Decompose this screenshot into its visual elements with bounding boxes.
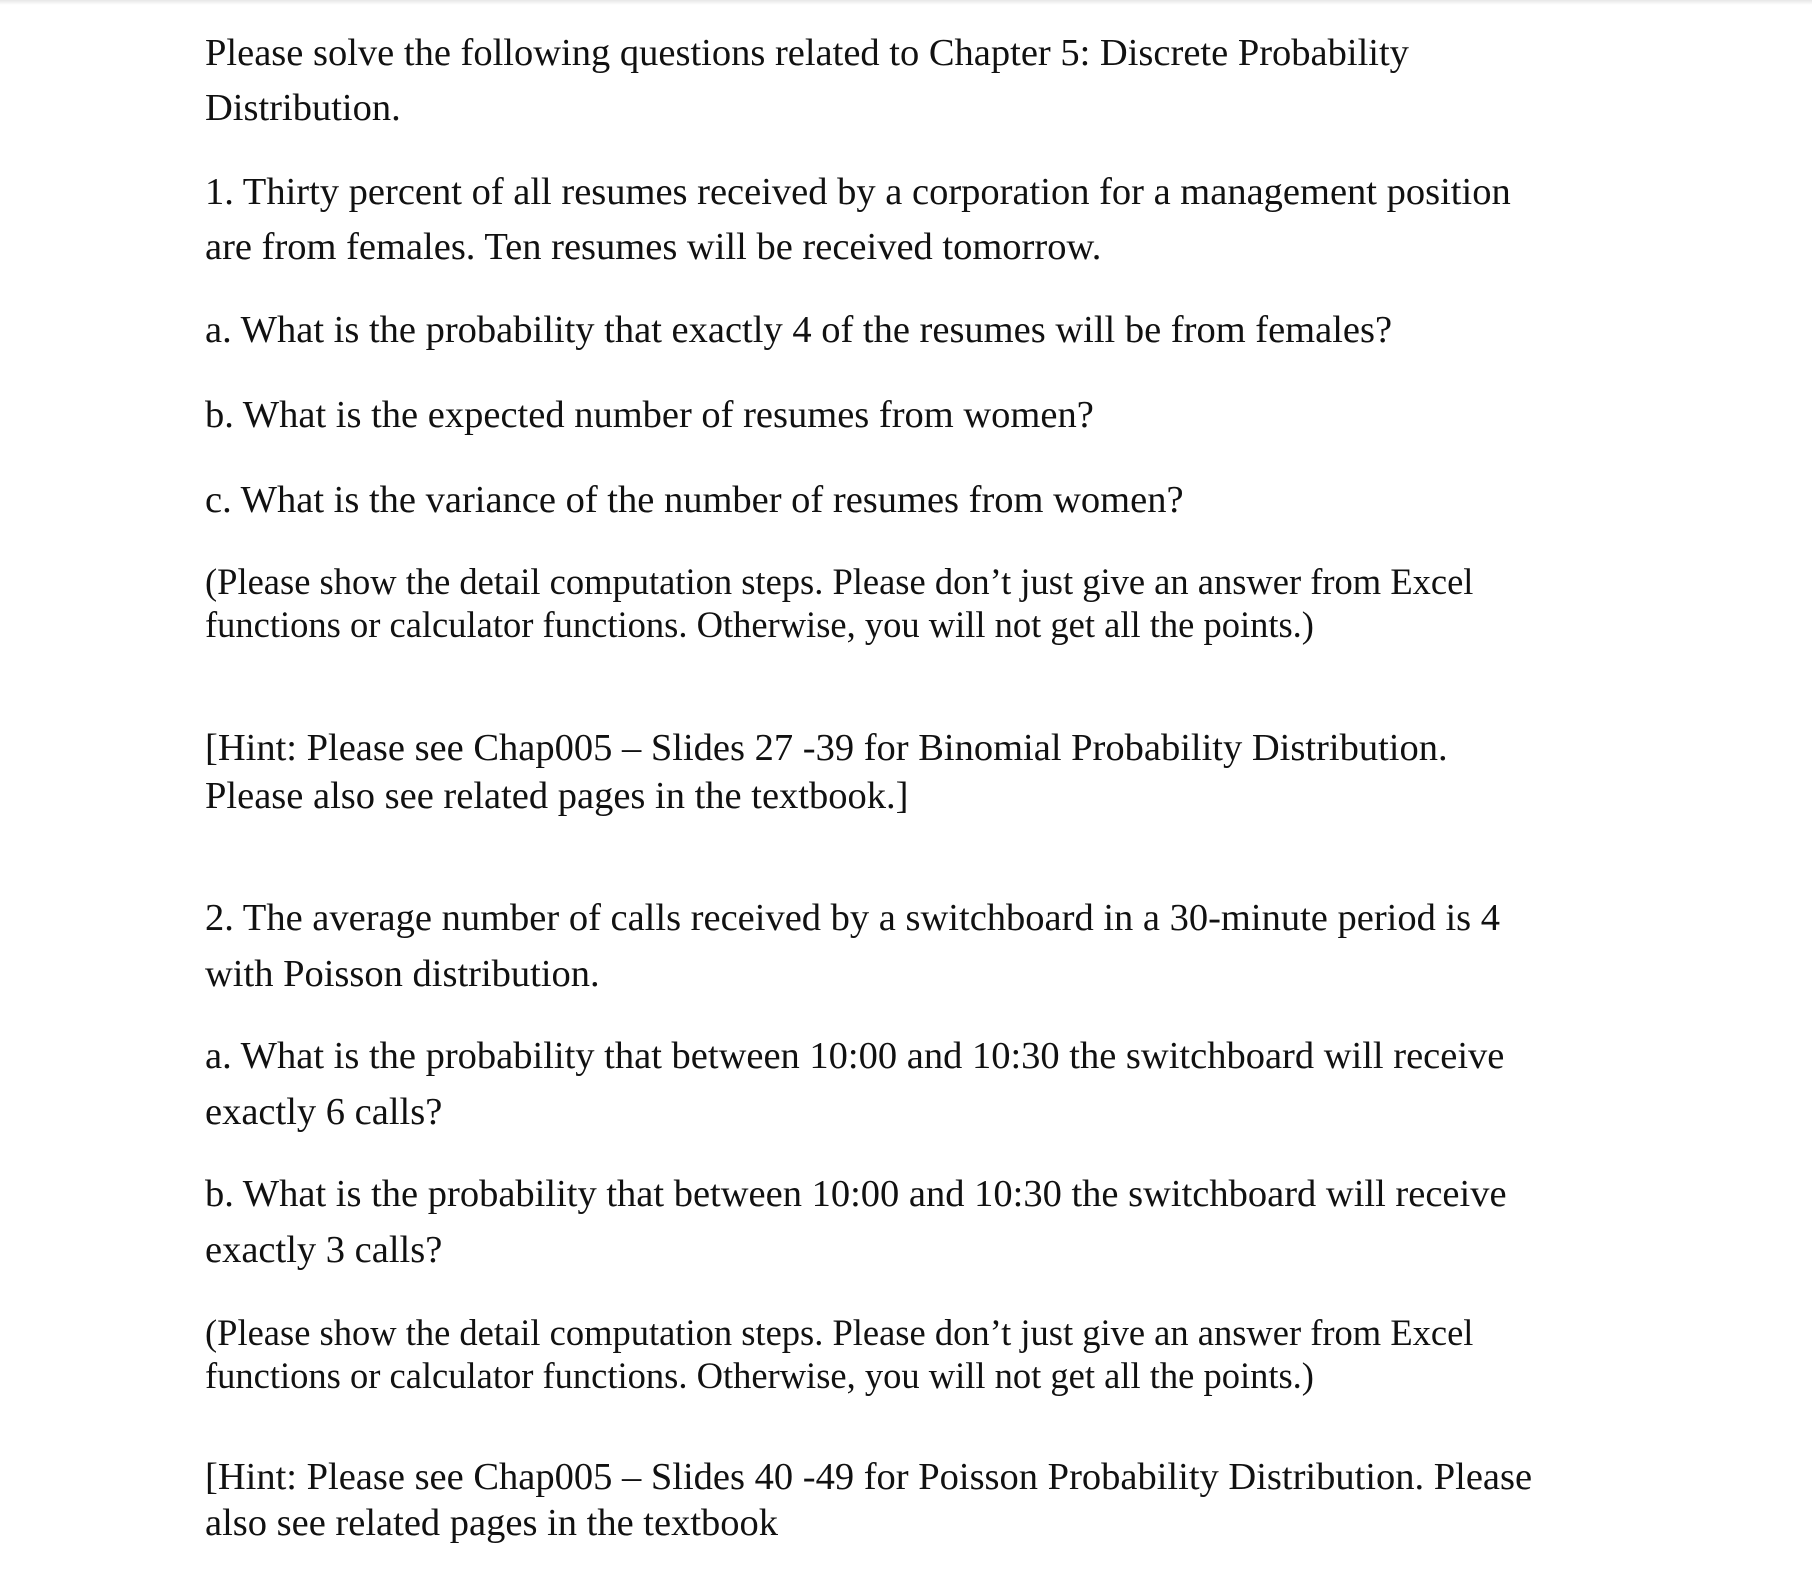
q2-hint-line-1: [Hint: Please see Chap005 – Slides 40 -49 for Poisson Probability Distribution. Please <box>205 1456 1533 1498</box>
q2-part-b-line-2: exactly 3 calls? <box>205 1229 443 1271</box>
q1-stem-line-1: 1. Thirty percent of all resumes received by a corporation for a management position <box>205 171 1511 213</box>
q1-note-line-1: (Please show the detail computation steps. Please don’t just give an answer from Excel <box>205 561 1474 602</box>
q1-part-a: a. What is the probability that exactly 4 of the resumes will be from females? <box>205 309 1393 351</box>
q2-stem-line-1: 2. The average number of calls received by a switchboard in a 30-minute period is 4 <box>205 897 1501 939</box>
q1-hint-line-2: Please also see related pages in the textbook.] <box>205 775 909 817</box>
q1-part-c: c. What is the variance of the number of resumes from women? <box>205 479 1184 521</box>
q2-part-b-line-1: b. What is the probability that between 10:00 and 10:30 the switchboard will receive <box>205 1173 1507 1215</box>
q2-part-a-line-1: a. What is the probability that between 10:00 and 10:30 the switchboard will receive <box>205 1035 1505 1077</box>
q2-note-line-2: functions or calculator functions. Otherwise, you will not get all the points.) <box>205 1355 1314 1396</box>
intro-line-1: Please solve the following questions related to Chapter 5: Discrete Probability <box>205 32 1409 74</box>
q2-note-line-1: (Please show the detail computation steps. Please don’t just give an answer from Excel <box>205 1312 1474 1353</box>
q2-stem-line-2: with Poisson distribution. <box>205 953 600 995</box>
q1-hint-line-1: [Hint: Please see Chap005 – Slides 27 -39 for Binomial Probability Distribution. <box>205 727 1448 769</box>
q1-note-line-2: functions or calculator functions. Otherwise, you will not get all the points.) <box>205 604 1314 645</box>
q2-hint-line-2: also see related pages in the textbook <box>205 1502 779 1544</box>
q1-stem-line-2: are from females. Ten resumes will be received tomorrow. <box>205 226 1102 268</box>
intro-line-2: Distribution. <box>205 87 401 129</box>
q2-part-a-line-2: exactly 6 calls? <box>205 1091 443 1133</box>
q1-part-b: b. What is the expected number of resumes from women? <box>205 394 1094 436</box>
